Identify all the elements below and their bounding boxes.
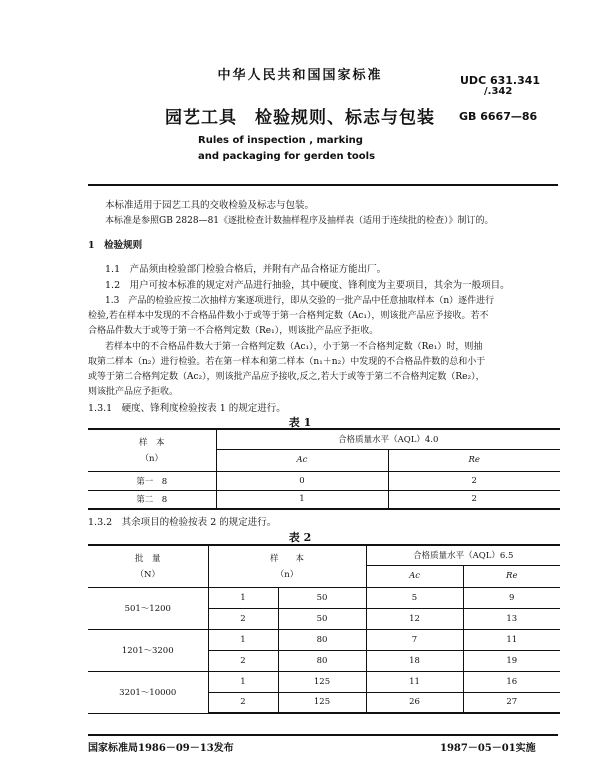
table-cell: 2 — [208, 608, 278, 629]
batch-range-cell: 1201～3200 — [88, 629, 208, 671]
table-1-ac-header: Ac — [216, 449, 388, 471]
table-cell: 第一 8 — [88, 471, 216, 490]
table-cell: 5 — [366, 587, 463, 608]
table-2-aql-header: 合格质量水平（AQL）6.5 — [366, 545, 560, 565]
table-row — [88, 587, 560, 608]
header-divider — [88, 184, 558, 186]
clause-1-3-line-6: 或等于第二合格判定数（Ac₂），则该批产品应予接收,反之,若大于或等于第二不合格判定数（Re₂）， — [88, 372, 485, 382]
table-cell: 1 — [208, 629, 278, 650]
table-cell: 13 — [463, 608, 560, 629]
clause-1-3-line-2: 检验,若在样本中发现的不合格品件数小于或等于第一合格判定数（Ac₁），则该批产品应予接收。若不 — [88, 311, 489, 321]
table-cell: 27 — [463, 692, 560, 713]
table-cell: 125 — [278, 671, 366, 692]
english-title-line-1: Rules of inspection , marking — [198, 135, 363, 146]
table-cell: 0 — [216, 471, 388, 490]
effective-date: 1987－05－01实施 — [440, 743, 536, 754]
batch-header-symbol: （N） — [135, 570, 160, 581]
sample-header-symbol: （n） — [275, 570, 299, 581]
table-1-sample-header — [88, 429, 216, 471]
clause-1-3-line-4: 若样本中的不合格品件数大于第一合格判定数（Ac₁），小于第一不合格判定数（Re₁）时，则抽 — [105, 342, 483, 352]
table-cell: 2 — [388, 490, 560, 509]
table-cell: 50 — [278, 608, 366, 629]
issue-date: 国家标准局1986－09－13发布 — [88, 743, 234, 754]
table-2-sample-header — [208, 545, 366, 587]
table-cell: 1 — [208, 587, 278, 608]
table-2-caption: 表 2 — [288, 531, 312, 544]
sample-header-label: 样 本 — [270, 554, 305, 565]
table-cell: 80 — [278, 650, 366, 671]
table-2-batch-header — [88, 545, 208, 587]
table-1-re-header: Re — [388, 449, 560, 471]
intro-paragraph-1: 本标准适用于园艺工具的交收检验及标志与包装。 — [105, 200, 315, 211]
batch-range-cell: 3201～10000 — [88, 671, 208, 713]
standard-number: GB 6667—86 — [459, 110, 538, 123]
clause-1-1: 1.1 产品须由检验部门检验合格后，并附有产品合格证方能出厂。 — [105, 264, 387, 275]
table-cell: 2 — [388, 471, 560, 490]
table-cell: 26 — [366, 692, 463, 713]
udc-code-continuation: /.342 — [484, 86, 513, 97]
clause-1-3-2: 1.3.2 其余项目的检验按表 2 的规定进行。 — [88, 517, 277, 528]
sample-header-symbol: （n） — [140, 454, 163, 465]
table-cell: 1 — [216, 490, 388, 509]
table-row — [88, 629, 560, 650]
table-cell: 19 — [463, 650, 560, 671]
footer-divider — [88, 734, 558, 736]
table-row — [88, 490, 560, 509]
section-1-heading: 1 检验规则 — [88, 240, 143, 251]
english-title-line-2: and packaging for gerden tools — [198, 151, 376, 162]
issuing-country-standard: 中华人民共和国国家标准 — [217, 68, 383, 83]
sample-header-label: 样 本 — [138, 438, 165, 449]
table-row — [88, 671, 560, 692]
table-cell: 9 — [463, 587, 560, 608]
table-cell: 80 — [278, 629, 366, 650]
clause-1-3-line-5: 取第二样本（n₂）进行检验。若在第一样本和第二样本（n₁＋n₂）中发现的不合格品件数的总和小于 — [88, 357, 486, 367]
table-cell: 16 — [463, 671, 560, 692]
document-title: 园艺工具 检验规则、标志与包装 — [165, 108, 435, 128]
table-cell: 125 — [278, 692, 366, 713]
table-2-re-header: Re — [463, 565, 560, 587]
table-1-aql-header: 合格质量水平（AQL）4.0 — [216, 429, 560, 449]
table-cell: 11 — [463, 629, 560, 650]
table-1 — [88, 428, 560, 510]
table-cell: 1 — [208, 671, 278, 692]
table-2 — [88, 544, 560, 714]
clause-1-3-1: 1.3.1 硬度、锋利度检验按表 1 的规定进行。 — [88, 403, 286, 414]
udc-code: UDC 631.341 — [460, 74, 541, 87]
table-2-ac-header: Ac — [366, 565, 463, 587]
table-cell: 2 — [208, 692, 278, 713]
table-cell: 第二 8 — [88, 490, 216, 509]
table-row — [88, 471, 560, 490]
table-cell: 12 — [366, 608, 463, 629]
clause-1-2: 1.2 用户可按本标准的规定对产品进行抽验，其中硬度、锋利度为主要项目，其余为一般项目。 — [105, 280, 510, 291]
batch-range-cell: 501～1200 — [88, 587, 208, 629]
table-cell: 7 — [366, 629, 463, 650]
clause-1-3-line-1: 1.3 产品的检验应按二次抽样方案逐项进行，即从交验的一批产品中任意抽取样本（n）逐件进行 — [105, 296, 495, 306]
batch-header-label: 批 量 — [134, 554, 161, 565]
table-cell: 11 — [366, 671, 463, 692]
clause-1-3-line-3: 合格品件数大于或等于第一不合格判定数（Re₁），则该批产品应予拒收。 — [88, 326, 379, 336]
table-1-caption: 表 1 — [288, 416, 312, 429]
clause-1-3-line-7: 则该批产品应予拒收。 — [88, 387, 179, 397]
table-cell: 18 — [366, 650, 463, 671]
intro-paragraph-2: 本标准是参照GB 2828—81《逐批检查计数抽样程序及抽样表（适用于连续批的检查）》制订的。 — [105, 216, 494, 226]
table-cell: 2 — [208, 650, 278, 671]
table-cell: 50 — [278, 587, 366, 608]
